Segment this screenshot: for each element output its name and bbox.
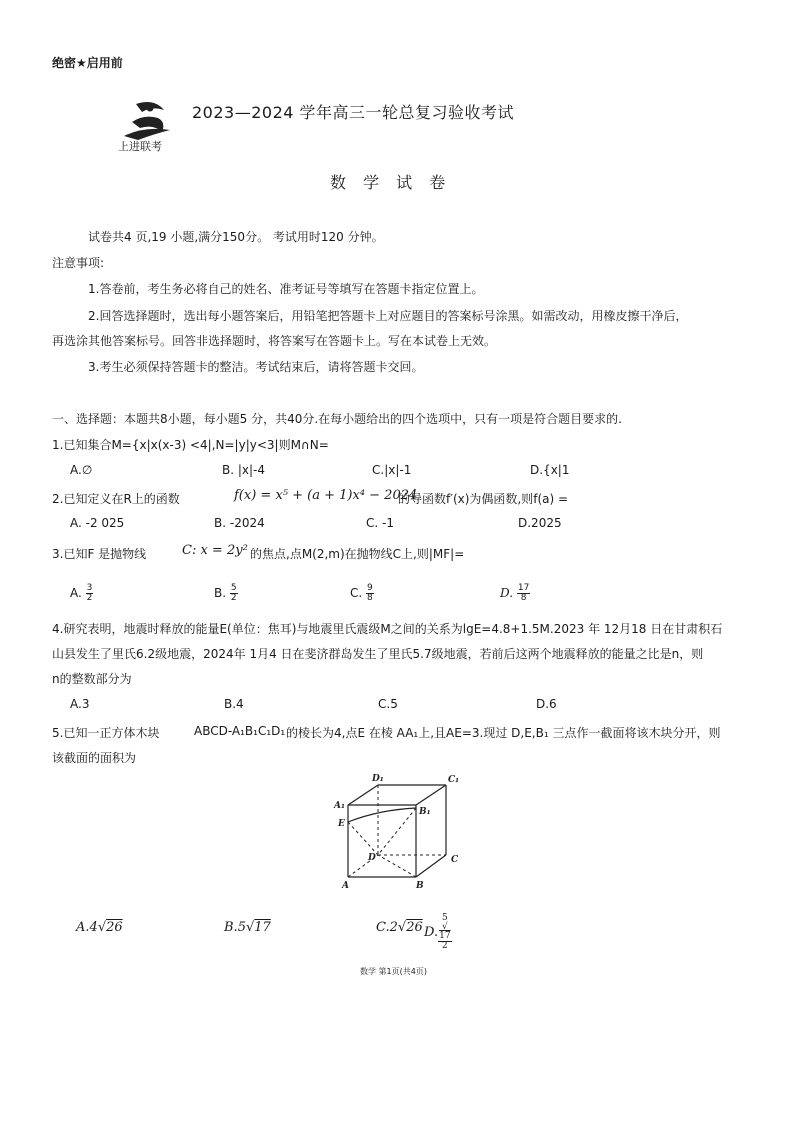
confidential-mark: 绝密★启用前 <box>52 56 123 70</box>
question-1-option-d: D.{x|1 <box>530 463 570 477</box>
denominator: 8 <box>367 593 373 603</box>
question-5-stem-tail: 的棱长为4,点E 在棱 AA₁上,且AE=3.现过 D,E,B₁ 三点作一截面将该木块分开，则 <box>286 726 721 740</box>
fraction <box>86 584 94 603</box>
question-5-formula: ABCD-A₁B₁C₁D₁ <box>194 724 286 738</box>
question-3-formula: C: x = 2y² <box>182 543 248 558</box>
label-e: E <box>338 819 345 829</box>
numerator <box>438 914 451 942</box>
option-label: A. <box>70 586 82 600</box>
numerator: 17 <box>517 583 530 593</box>
question-1-option-a: A.∅ <box>70 463 93 477</box>
section-heading: 一、选择题：本题共8小题，每小题5 分，共40分.在每小题给出的四个选项中，只有一项是符合题目要求的. <box>52 412 622 426</box>
numerator: 9 <box>367 583 373 593</box>
radicand: 26 <box>106 920 123 935</box>
question-1-option-b: B. |x|-4 <box>222 463 266 477</box>
question-4-option-b: B.4 <box>224 697 244 711</box>
question-2-formula: f(x) = x⁵ + (a + 1)x⁴ − 2024 <box>234 488 418 503</box>
notes-title: 注意事项: <box>52 256 105 270</box>
coefficient: 5 <box>441 913 448 923</box>
radicand: 17 <box>254 920 271 935</box>
sqrt-icon: √ <box>441 922 448 932</box>
question-4-stem: 4.研究表明，地震时释放的能量E(单位：焦耳)与地震里氏震级M之间的关系为lgE=4.8+1.5M.2023 年 12月18 日在甘肃积石 <box>52 622 723 636</box>
question-2-option-d: D.2025 <box>518 516 562 530</box>
sqrt-icon: √ <box>97 920 107 935</box>
question-5-stem: 该截面的面积为 <box>52 751 137 765</box>
question-5-stem: 5.已知一正方体木块 <box>52 726 160 740</box>
question-4-option-c: C.5 <box>378 697 398 711</box>
question-4-stem: n的整数部分为 <box>52 672 132 686</box>
question-4-option-d: D.6 <box>536 697 557 711</box>
question-1-option-c: C.|x|-1 <box>372 463 412 477</box>
option-label: A. <box>76 920 90 935</box>
denominator: 2 <box>230 593 237 603</box>
option-label: D. <box>500 586 514 600</box>
note-item: 1.答卷前，考生务必将自己的姓名、准考证号等填写在答题卡指定位置上。 <box>88 282 484 296</box>
sqrt-icon: √ <box>245 920 255 935</box>
question-5-option-c <box>376 920 423 935</box>
radicand: 26 <box>406 920 423 935</box>
option-label: D. <box>424 925 439 940</box>
question-3-option-a <box>70 584 93 603</box>
option-label: C. <box>376 920 390 935</box>
question-2-option-b: B. -2024 <box>214 516 265 530</box>
note-item: 2.回答选择题时，选出每小题答案后，用铅笔把答题卡上对应题目的答案标号涂黑。如需改动，用橡皮擦干净后， <box>88 309 688 323</box>
exam-intro: 试卷共4 页,19 小题,满分150分。 考试用时120 分钟。 <box>88 230 384 244</box>
fraction <box>366 584 374 603</box>
question-3-option-d <box>500 584 530 603</box>
sqrt-icon: √ <box>397 920 407 935</box>
logo-label: 上进联考 <box>118 140 162 153</box>
denominator: 2 <box>441 941 448 951</box>
radicand: 17 <box>439 931 451 941</box>
label-d: D <box>368 853 376 863</box>
question-1-stem: 1.已知集合M={x|x(x-3) <4|,N=|y|y<3|则M∩N= <box>52 438 329 452</box>
option-label: B. <box>224 920 238 935</box>
page-footer: 数学 第1页(共4页) <box>360 967 427 976</box>
note-item: 再选涂其他答案标号。回答非选择题时，将答案写在答题卡上。写在本试卷上无效。 <box>52 334 497 348</box>
numerator: 3 <box>86 583 93 593</box>
question-3-stem-tail: 的焦点,点M(2,m)在抛物线C上,则|MF|= <box>250 547 465 561</box>
exam-title: 2023—2024 学年高三一轮总复习验收考试 <box>192 103 515 122</box>
question-2-stem: 2.已知定义在R上的函数 <box>52 492 180 506</box>
coefficient: 4 <box>89 920 98 935</box>
question-5-option-b <box>224 920 271 935</box>
question-3-option-c <box>350 584 374 603</box>
subject-title: 数 学 试 卷 <box>330 173 452 192</box>
label-a: A <box>342 881 349 891</box>
option-label: C. <box>350 586 363 600</box>
label-b: B <box>416 881 424 891</box>
label-a1: A₁ <box>334 801 345 811</box>
fraction <box>517 584 530 603</box>
coefficient: 5 <box>237 920 246 935</box>
fraction <box>438 914 451 951</box>
numerator: 5 <box>230 583 237 593</box>
question-5-option-d <box>424 914 452 951</box>
denominator: 8 <box>520 593 527 603</box>
question-4-option-a: A.3 <box>70 697 90 711</box>
note-item: 3.考生必须保持答题卡的整洁。考试结束后，请将答题卡交回。 <box>88 360 424 374</box>
question-2-option-c: C. -1 <box>366 516 394 530</box>
question-4-stem: 山县发生了里氏6.2级地震，2024年 1月4 日在斐济群岛发生了里氏5.7级地震，若前后这两个地震释放的能量之比是n，则 <box>52 647 704 661</box>
coefficient: 2 <box>389 920 398 935</box>
label-c1: C₁ <box>448 775 460 785</box>
fraction <box>230 584 238 603</box>
question-3-option-b <box>214 584 238 603</box>
question-3-stem: 3.已知F 是抛物线 <box>52 547 147 561</box>
denominator: 2 <box>86 593 93 603</box>
question-2-option-a: A. -2 025 <box>70 516 125 530</box>
label-d1: D₁ <box>372 774 384 784</box>
cube-diagram <box>328 770 468 895</box>
label-c: C <box>451 855 459 865</box>
label-b1: B₁ <box>419 807 431 817</box>
question-2-stem-tail: 的导函数f′(x)为偶函数,则f(a) = <box>398 492 569 506</box>
question-5-option-a <box>76 920 123 935</box>
option-label: B. <box>214 586 227 600</box>
